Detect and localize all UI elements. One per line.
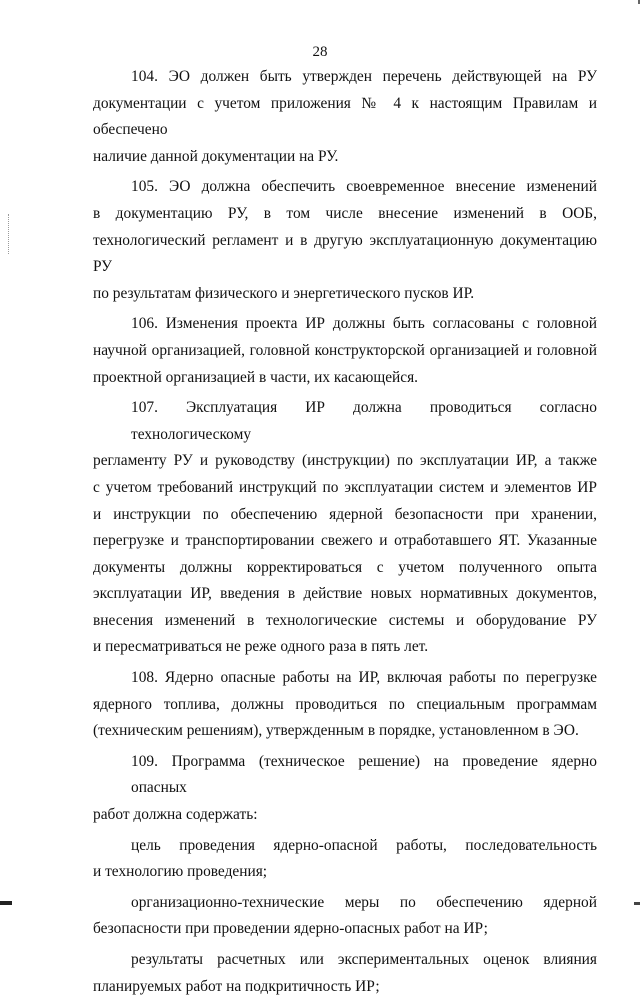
paragraph-105: [93, 174, 597, 307]
text-line: безопасности при проведении ядерно-опасных работ на ИР;: [93, 920, 488, 938]
text-line: документы должны корректироваться с учетом полученного опыта: [93, 558, 597, 576]
text-line: проектной организацией в части, их касающейся.: [93, 368, 419, 386]
text-line: 108. Ядерно опасные работы на ИР, включая работы по перегрузке: [131, 669, 597, 687]
text-line: (техническим решениям), утвержденным в порядке, установленном в ЭО.: [93, 722, 579, 740]
text-line: результаты расчетных или экспериментальных оценок влияния: [131, 951, 597, 968]
text-line: работ должна содержать:: [93, 806, 258, 824]
text-line: регламенту РУ и руководству (инструкции) по эксплуатации ИР, а также: [93, 452, 597, 470]
text-line: научной организацией, головной конструкторской организацией и головной: [93, 341, 597, 359]
text-line: планируемых работ на подкритичность ИР;: [93, 977, 380, 995]
paragraph-104: [93, 64, 597, 170]
text-line: 107. Эксплуатация ИР должна проводиться согласно технологическому: [131, 399, 597, 443]
list-item-measures: [93, 890, 597, 943]
text-line: 105. ЭО должна обеспечить своевременное внесение изменений: [131, 178, 597, 196]
list-item-results: [93, 947, 597, 1000]
text-line: 109. Программа (техническое решение) на проведение ядерно опасных: [131, 752, 597, 797]
text-line: цель проведения ядерно-опасной работы, последовательность: [131, 836, 597, 854]
text-line: технологический регламент и в другую эксплуатационную документацию РУ: [93, 231, 597, 276]
page-number: 28: [312, 44, 328, 60]
paragraph-107: [93, 395, 597, 661]
paragraph-108: [93, 665, 597, 745]
text-line: и инструкции по обеспечению ядерной безопасности при хранении,: [93, 505, 597, 523]
text-line: в документацию РУ, в том числе внесение изменений в ООБ,: [93, 204, 597, 222]
text-line: эксплуатации ИР, введения в действие новых нормативных документов,: [93, 585, 597, 603]
text-line: и технологию проведения;: [93, 863, 268, 881]
scan-artifact: [8, 214, 10, 254]
text-line: по результатам физического и энергетического пусков ИР.: [93, 284, 475, 302]
paragraph-106: [93, 311, 597, 391]
text-line: внесения изменений в технологические системы и оборудование РУ: [93, 611, 597, 629]
text-line: организационно-технические меры по обеспечению ядерной: [131, 893, 597, 911]
list-item-goal: [93, 833, 597, 886]
text-line: и пересматриваться не реже одного раза в пять лет.: [93, 638, 429, 656]
text-line: ядерного топлива, должны проводиться по специальным программам: [93, 695, 597, 713]
text-line: с учетом требований инструкций по эксплуатации систем и элементов ИР: [93, 478, 597, 496]
text-line: 106. Изменения проекта ИР должны быть согласованы с головной: [131, 315, 597, 333]
text-line: наличие данной документации на РУ.: [93, 147, 339, 165]
paragraph-109: [93, 749, 597, 829]
document-body: [93, 64, 597, 1000]
scan-artifact: [0, 901, 12, 905]
text-line: перегрузке и транспортировании свежего и отработавшего ЯТ. Указанные: [93, 532, 597, 550]
text-line: 104. ЭО должен быть утвержден перечень действующей на РУ: [131, 68, 597, 85]
text-line: документации с учетом приложения № 4 к настоящим Правилам и обеспечено: [93, 94, 597, 139]
